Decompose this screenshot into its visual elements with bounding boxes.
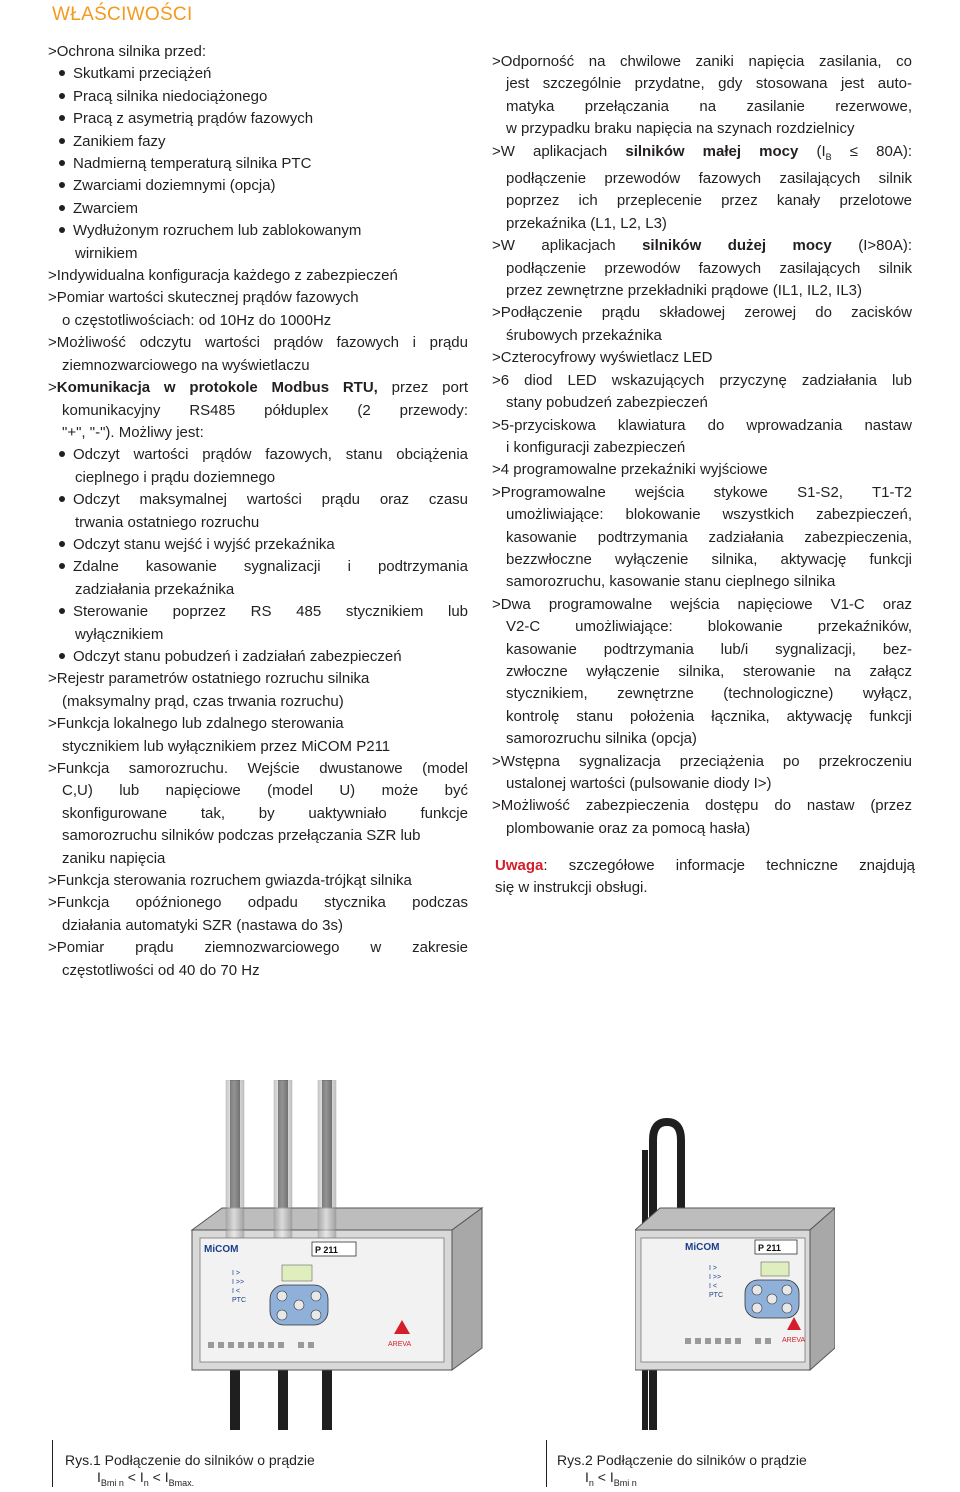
feature-line: >Funkcja sterowania rozruchem gwiazda-trójkąt silnika: [48, 872, 412, 890]
key-label: I >>: [232, 1279, 245, 1286]
bullet-icon: [59, 115, 65, 121]
lcd-display: [282, 1265, 312, 1281]
feature-line-continuation: działania automatyki SZR (nastawa do 3s): [62, 916, 343, 934]
feature-line-continuation: jest szczególnie przydatne, gdy stosowana jest auto-: [506, 75, 912, 93]
left-column: [48, 41, 468, 982]
feature-line: >Możliwość zabezpieczenia dostępu do nastaw (przez: [492, 797, 912, 815]
feature-line-continuation: przekaźnika (L1, L2, L3): [506, 214, 667, 232]
feature-line: >4 programowalne przekaźniki wyjściowe: [492, 461, 768, 479]
feature-line-continuation: plombowanie oraz za pomocą hasła): [506, 819, 751, 837]
bullet-icon: [59, 653, 65, 659]
feature-line-small-motors: >W aplikacjach silników małej mocy $(I_B \le 80A)$:: [492, 142, 912, 162]
feature-line: >Pomiar prądu ziemnozwarciowego w zakresie: [48, 939, 468, 957]
feature-line-continuation: ustalonej wartości (pulsowanie diody I>): [506, 775, 772, 792]
feature-line: >Funkcja opóźnionego odpadu stycznika podczas: [48, 894, 468, 912]
feature-line: >Odporność na chwilowe zaniki napięcia zasilania, co: [492, 53, 912, 70]
relay-wiring-figure-2: [635, 1080, 835, 1430]
list-item: Pracą silnika niedociążonego: [48, 86, 468, 108]
page-title: WŁAŚCIWOŚCI: [52, 4, 193, 25]
feature-line-continuation: samorozruchu silnika (opcja): [506, 730, 697, 748]
feature-line: >Pomiar wartości skutecznej prądów fazowych: [48, 289, 359, 307]
key-label: I <: [232, 1288, 240, 1295]
list-item: Zwarciem: [48, 198, 468, 220]
bullet-icon: [59, 496, 65, 502]
maker-label: AREVA: [782, 1337, 806, 1344]
feature-line-large-motors: >W aplikacjach silników dużej mocy (I>80A):: [492, 237, 912, 255]
lcd-display: [761, 1262, 789, 1276]
list-item: Sterowanie poprzez RS 485 stycznikiem lub: [48, 601, 468, 623]
feature-line-continuation: ziemnozwarciowego na wyświetlaczu: [62, 356, 310, 374]
feature-line: >Dwa programowalne wejścia napięciowe V1-C oraz: [492, 595, 912, 613]
feature-line-continuation: stycznikiem, zewnętrzne (technologiczne) wyłącz,: [506, 685, 912, 703]
feature-line-continuation: poprzez ich przeplecenie przez kanały przelotowe: [506, 192, 912, 210]
bullet-icon: [59, 205, 65, 211]
brand-label: MiCOM: [204, 1244, 239, 1255]
feature-line-continuation: V2-C umożliwiające: blokowanie przekaźników,: [506, 618, 912, 636]
feature-line-continuation: bezzwłoczne wyłączenie silnika, aktywację funkcji: [506, 550, 912, 568]
figure-2-caption: Rys.2 Podłączenie do silników o prądzie $I_n < I_{Bmi n}$: [557, 1452, 807, 1488]
feature-line: >Możliwość odczytu wartości prądów fazowych i prądu: [48, 334, 468, 352]
feature-line-continuation: podłączenie przewodów fazowych zasilających silnik: [506, 170, 912, 188]
feature-line-continuation: kontrolę stanu położenia łącznika, aktywację funkcji: [506, 707, 912, 725]
figure-1-caption: Rys.1 Podłączenie do silników o prądzie $I_{Bmi n} < I_n < I_{Bmax.}$: [65, 1452, 315, 1488]
bullet-icon: [59, 563, 65, 569]
feature-line: >Funkcja samorozruchu. Wejście dwustanowe (model: [48, 760, 468, 777]
bullet-icon: [59, 160, 65, 166]
feature-line-continuation: w przypadku braku napięcia na szynach rozdzielnicy: [506, 120, 855, 138]
warning-note: [495, 855, 915, 900]
list-item-continuation: cieplnego i prądu doziemnego: [75, 468, 276, 486]
feature-line-continuation: komunikacyjny RS485 półduplex (2 przewody:: [62, 401, 468, 419]
key-label: I >: [232, 1270, 240, 1277]
feature-line-continuation: śrubowych przekaźnika: [506, 326, 662, 344]
list-item: Wydłużonym rozruchem lub zablokowanym: [48, 220, 468, 242]
feature-line-continuation: podłączenie przewodów fazowych zasilających silnik: [506, 259, 912, 277]
list-item: Pracą z asymetrią prądów fazowych: [48, 108, 468, 130]
feature-line-continuation: stany pobudzeń zabezpieczeń: [506, 394, 708, 412]
feature-line-continuation: kasowanie podtrzymania zadziałania zabezpieczenia,: [506, 528, 912, 546]
feature-protection-heading: >Ochrona silnika przed:: [48, 43, 206, 60]
figure-2-illustration: [635, 1080, 835, 1430]
list-item: Odczyt stanu pobudzeń i zadziałań zabezpieczeń: [48, 646, 468, 668]
key-label: I <: [709, 1283, 717, 1290]
bullet-icon: [59, 138, 65, 144]
brand-label: MiCOM: [685, 1242, 720, 1253]
bullet-icon: [59, 182, 65, 188]
maker-label: AREVA: [388, 1341, 412, 1348]
bullet-icon: [59, 70, 65, 76]
feature-line: >6 diod LED wskazujących przyczynę zadziałania lub: [492, 371, 912, 389]
list-item: Nadmierną temperaturą silnika PTC: [48, 153, 468, 175]
feature-line-continuation: przez zewnętrzne przekładniki prądowe (IL1, IL2, IL3): [506, 282, 863, 300]
list-item: Odczyt maksymalnej wartości prądu oraz czasu: [48, 489, 468, 511]
list-item: Odczyt stanu wejść i wyjść przekaźnika: [48, 534, 468, 556]
caption-divider: [52, 1440, 53, 1487]
feature-line-continuation: C,U) lub napięciowe (model U) może być: [62, 782, 468, 800]
feature-line: >Indywidualna konfiguracja każdego z zabezpieczeń: [48, 267, 398, 285]
feature-line-continuation: matyka przełączania na zasilanie rezerwowe,: [506, 97, 912, 115]
list-item-continuation: wirnikiem: [75, 244, 138, 262]
list-item: Zdalne kasowanie sygnalizacji i podtrzymania: [48, 556, 468, 578]
feature-line: >Czterocyfrowy wyświetlacz LED: [492, 349, 713, 367]
feature-line-continuation: częstotliwości od 40 do 70 Hz: [62, 961, 260, 979]
list-item: Zanikiem fazy: [48, 131, 468, 153]
right-column: [492, 51, 912, 840]
feature-line-continuation: "+", "-"). Możliwy jest:: [62, 423, 204, 441]
feature-line: >Rejestr parametrów ostatniego rozruchu silnika: [48, 670, 370, 688]
feature-line-continuation: o częstotliwościach: od 10Hz do 1000Hz: [62, 311, 332, 329]
feature-line-modbus: >Komunikacja w protokole Modbus RTU, przez port: [48, 379, 468, 397]
feature-line-continuation: zaniku napięcia: [62, 849, 166, 867]
model-label: P 211: [758, 1243, 781, 1253]
feature-line-continuation: kasowanie podtrzymania lub/i sygnalizacji, bez-: [506, 640, 912, 658]
bullet-icon: [59, 451, 65, 457]
warning-label: Uwaga: [495, 857, 544, 874]
list-item-continuation: wyłącznikiem: [75, 625, 164, 643]
key-label: I >>: [709, 1274, 722, 1281]
list-item-continuation: zadziałania przekaźnika: [75, 580, 235, 598]
warning-text: : szczegółowe informacje techniczne znajdują: [543, 857, 915, 874]
bullet-icon: [59, 541, 65, 547]
warning-text-continuation: się w instrukcji obsługi.: [495, 879, 648, 897]
feature-line-continuation: (maksymalny prąd, czas trwania rozruchu): [62, 692, 344, 710]
feature-line-continuation: samorozruchu, kasowanie stanu cieplnego silnika: [506, 573, 836, 591]
feature-line: >Funkcja lokalnego lub zdalnego sterowania: [48, 715, 344, 733]
feature-line-continuation: i konfiguracji zabezpieczeń: [506, 438, 686, 456]
bullet-icon: [59, 608, 65, 614]
list-item-continuation: trwania ostatniego rozruchu: [75, 513, 260, 531]
feature-line-continuation: skonfigurowane tak, by uaktywniało funkcje: [62, 804, 468, 822]
feature-line: >Programowalne wejścia stykowe S1-S2, T1-T2: [492, 483, 912, 501]
feature-line: >5-przyciskowa klawiatura do wprowadzania nastaw: [492, 416, 912, 434]
feature-line: >Wstępna sygnalizacja przeciążenia po przekroczeniu: [492, 752, 912, 770]
list-item: Skutkami przeciążeń: [48, 63, 468, 85]
model-label: P 211: [315, 1245, 338, 1255]
list-item: Odczyt wartości prądów fazowych, stanu obciążenia: [48, 444, 468, 466]
list-item: Zwarciami doziemnymi (opcja): [48, 175, 468, 197]
feature-line-continuation: samorozruchu silników podczas przełączania SZR lub: [62, 827, 421, 845]
key-label: PTC: [709, 1292, 723, 1299]
feature-line: >Podłączenie prądu składowej zerowej do zacisków: [492, 304, 912, 322]
caption-divider: [546, 1440, 547, 1487]
figure-1-illustration: [162, 1080, 502, 1430]
bullet-icon: [59, 227, 65, 233]
feature-line-continuation: zwłoczne wyłączenie silnika, sterowanie na załącz: [506, 662, 912, 680]
bullet-icon: [59, 93, 65, 99]
relay-wiring-figure-1: [162, 1080, 502, 1430]
feature-line-continuation: stycznikiem lub wyłącznikiem przez MiCOM P211: [62, 737, 391, 755]
key-label: PTC: [232, 1297, 246, 1304]
feature-line-continuation: umożliwiające: blokowanie wszystkich zabezpieczeń,: [506, 506, 912, 524]
key-label: I >: [709, 1265, 717, 1272]
